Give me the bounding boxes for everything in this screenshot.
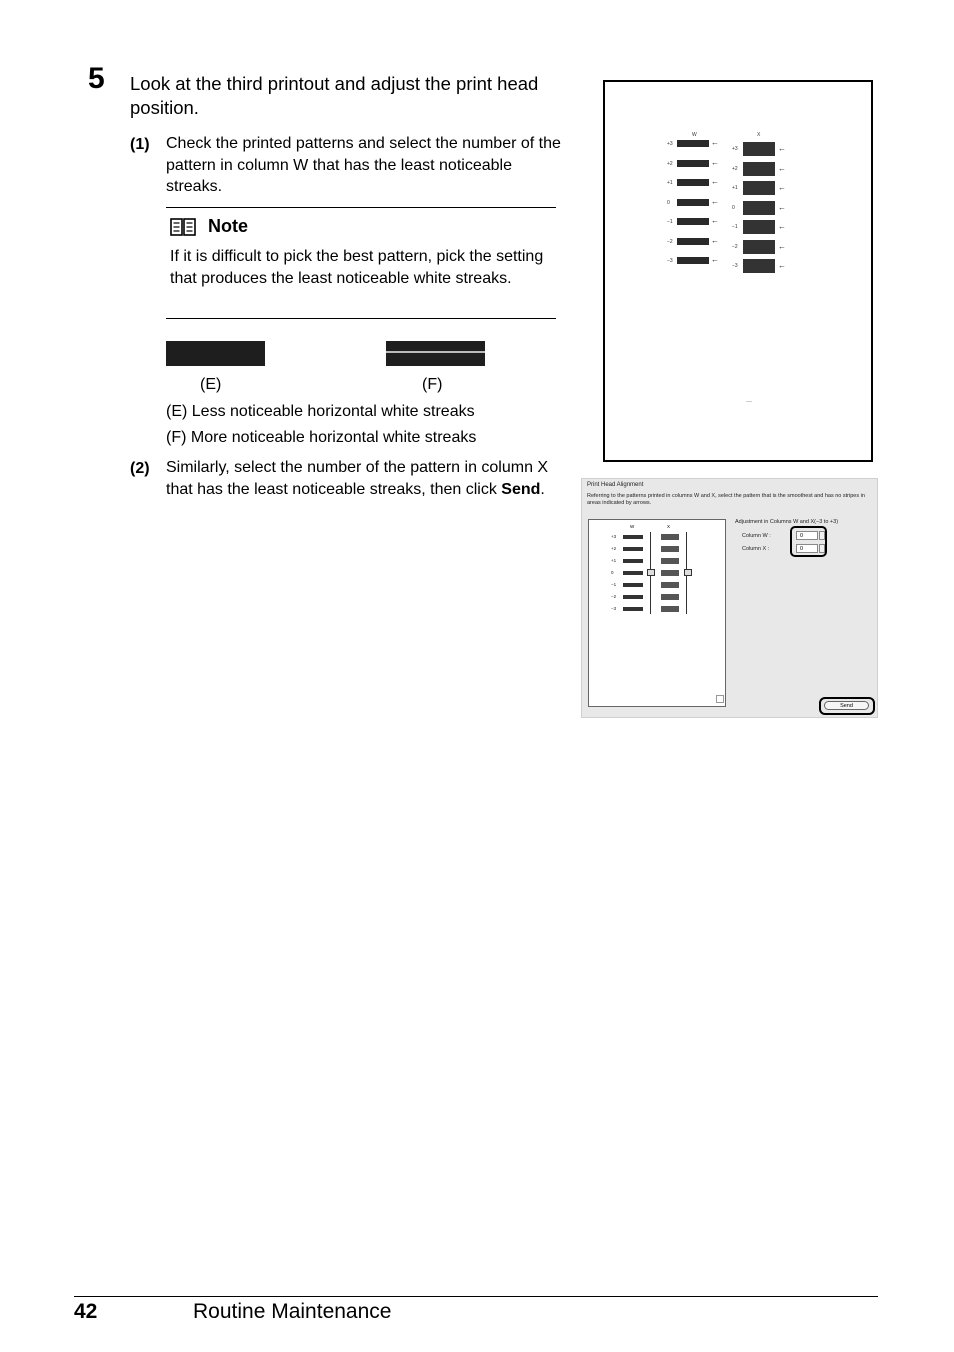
dialog-w-row-label: 0 xyxy=(611,570,614,575)
printout-x-pattern xyxy=(743,259,775,273)
printout-w-arrow-icon: ← xyxy=(711,138,719,147)
dialog-column-w-slider-thumb[interactable] xyxy=(647,569,655,576)
dialog-column-w-label: W xyxy=(630,524,635,529)
dialog-column-x-label: X xyxy=(667,524,671,529)
printout-w-row-label: +1 xyxy=(667,180,673,186)
printout-x-pattern xyxy=(743,181,775,195)
dialog-pattern-panel xyxy=(588,519,726,707)
printout-w-row-label: −2 xyxy=(667,238,673,245)
printout-w-arrow-icon: ← xyxy=(711,235,719,245)
column-x-input[interactable]: 0 xyxy=(796,544,818,553)
printout-w-pattern xyxy=(677,140,709,147)
printout-x-arrow-icon: ← xyxy=(778,183,786,192)
note-title: Note xyxy=(208,216,248,236)
printout-w-pattern xyxy=(677,238,709,245)
printout-speck xyxy=(746,401,752,402)
substep-2-text-start: Similarly, select the number of the pattern in column X that has the least noticeable streaks, then click xyxy=(166,459,549,498)
resize-grip-icon[interactable] xyxy=(716,695,724,703)
footer-rule xyxy=(74,1296,878,1297)
step-number: 5 xyxy=(88,62,105,95)
dialog-w-row-label: +3 xyxy=(611,534,617,539)
column-x-label: Column X : xyxy=(742,546,770,552)
printout-w-arrow-icon: ← xyxy=(711,177,719,186)
printout-w-pattern xyxy=(677,160,709,167)
printout-x-arrow-icon: ← xyxy=(778,261,786,270)
dialog-title: Print Head Alignment xyxy=(587,482,644,488)
note-top-rule xyxy=(166,207,556,208)
dialog-x-pattern xyxy=(661,606,679,612)
dialog-column-x-slider-thumb[interactable] xyxy=(684,569,692,576)
dialog-w-row-label: +1 xyxy=(611,558,617,563)
dialog-x-pattern xyxy=(661,534,679,540)
dialog-w-pattern xyxy=(623,595,643,599)
printout-x-row-label: 0 xyxy=(732,204,735,211)
printout-w-arrow-icon: ← xyxy=(711,216,719,225)
printout-x-pattern xyxy=(743,240,775,254)
printout-w-pattern xyxy=(677,218,709,225)
dialog-w-row-label: +2 xyxy=(611,546,617,551)
sample-f-pattern xyxy=(386,341,485,366)
dialog-description: Referring to the patterns printed in columns W and X, select the pattern that is the smoothest and has no stripes in areas indicated by arrows. xyxy=(587,493,865,506)
column-w-label: Column W : xyxy=(742,533,771,539)
printout-w-arrow-icon: ← xyxy=(711,196,719,206)
printout-x-arrow-icon: ← xyxy=(778,241,786,251)
substep-2-text xyxy=(166,457,551,500)
printout-x-arrow-icon: ← xyxy=(778,202,786,212)
substep-2-send-word: Send xyxy=(501,480,541,498)
dialog-w-pattern xyxy=(623,583,643,587)
note-text: If it is difficult to pick the best pattern, pick the setting that produces the least noticeable white streaks. xyxy=(170,248,544,287)
printout-x-pattern xyxy=(743,201,775,215)
dialog-x-pattern xyxy=(661,582,679,588)
dialog-x-pattern xyxy=(661,546,679,552)
printout-x-pattern xyxy=(743,220,775,234)
printout-x-arrow-icon: ← xyxy=(778,163,786,173)
step-instruction: Look at the third printout and adjust the print head position. xyxy=(130,73,539,118)
printout-x-row-label: −3 xyxy=(732,263,738,269)
substep-1-number: (1) xyxy=(130,136,150,153)
printout-w-row-label: +3 xyxy=(667,141,673,147)
printout-x-arrow-icon: ← xyxy=(778,144,786,153)
printout-w-pattern xyxy=(677,257,709,264)
note-heading xyxy=(170,216,248,237)
substep-1-text: Check the printed patterns and select the number of the pattern in column W that has the least noticeable streaks. xyxy=(166,135,561,195)
sample-f-description: (F) More noticeable horizontal white streaks xyxy=(166,429,477,446)
dialog-x-pattern xyxy=(661,570,679,576)
printout-x-row-label: −2 xyxy=(732,243,738,250)
printout-column-x-label: X xyxy=(757,132,761,138)
dialog-adjustment-label: Adjustment in Columns W and X(−3 to +3) xyxy=(735,519,839,525)
dialog-w-row-label: −3 xyxy=(611,606,617,611)
printout-w-row-label: −3 xyxy=(667,258,673,264)
sample-e-pattern xyxy=(166,341,265,366)
printout-x-row-label: −1 xyxy=(732,224,738,230)
printout-illustration xyxy=(603,80,873,462)
printout-x-pattern xyxy=(743,162,775,176)
dialog-w-pattern xyxy=(623,571,643,575)
dialog-x-pattern xyxy=(661,594,679,600)
page-number: 42 xyxy=(74,1300,98,1323)
send-button-callout xyxy=(819,697,875,715)
dialog-w-pattern xyxy=(623,559,643,563)
column-w-input[interactable]: 0 xyxy=(796,531,818,540)
printout-x-row-label: +3 xyxy=(732,146,738,152)
printout-w-pattern xyxy=(677,199,709,206)
printout-x-pattern xyxy=(743,142,775,156)
printout-w-pattern xyxy=(677,179,709,186)
substep-2-number: (2) xyxy=(130,460,150,477)
dialog-w-pattern xyxy=(623,535,643,539)
send-button[interactable]: Send xyxy=(824,701,869,710)
sample-e-description: (E) Less noticeable horizontal white streaks xyxy=(166,403,475,420)
printout-x-row-label: +1 xyxy=(732,185,738,191)
printout-x-arrow-icon: ← xyxy=(778,222,786,231)
book-icon xyxy=(170,218,196,236)
sample-f-label: (F) xyxy=(422,376,443,393)
printout-w-arrow-icon: ← xyxy=(711,255,719,264)
column-fields-callout xyxy=(790,526,827,557)
printout-w-row-label: −1 xyxy=(667,219,673,225)
note-bottom-rule xyxy=(166,318,556,319)
printout-w-arrow-icon: ← xyxy=(711,157,719,167)
dialog-w-pattern xyxy=(623,547,643,551)
printout-w-row-label: 0 xyxy=(667,199,670,206)
section-title: Routine Maintenance xyxy=(193,1300,392,1323)
print-head-alignment-dialog xyxy=(581,478,878,718)
printout-column-w-label: W xyxy=(692,132,697,138)
dialog-w-row-label: −2 xyxy=(611,594,617,599)
dialog-x-pattern xyxy=(661,558,679,564)
dialog-w-pattern xyxy=(623,607,643,611)
printout-x-row-label: +2 xyxy=(732,165,738,172)
substep-2-text-end: . xyxy=(540,480,545,498)
printout-w-row-label: +2 xyxy=(667,160,673,167)
dialog-w-row-label: −1 xyxy=(611,582,617,587)
sample-e-label: (E) xyxy=(200,376,222,393)
